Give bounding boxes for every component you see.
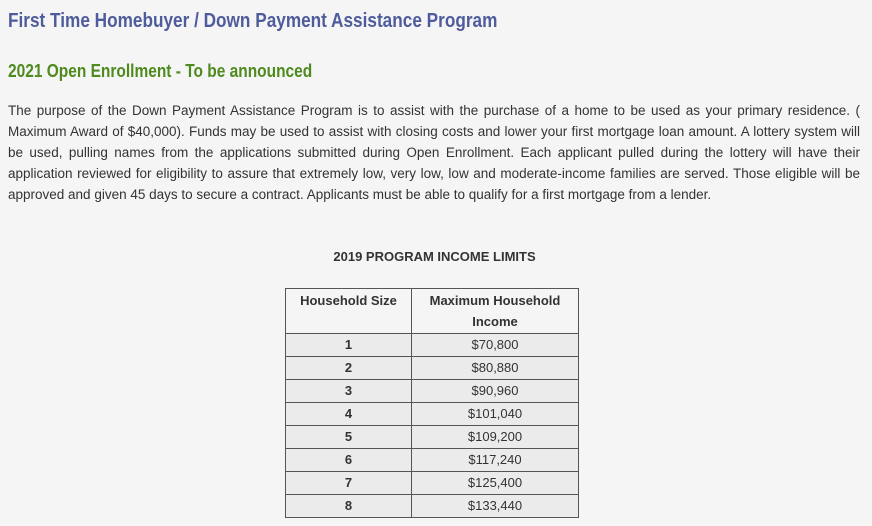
household-size-cell: 4 bbox=[286, 403, 412, 426]
household-size-cell: 1 bbox=[286, 334, 412, 357]
income-table-caption: 2019 PROGRAM INCOME LIMITS bbox=[333, 249, 536, 264]
household-size-cell: 2 bbox=[286, 357, 412, 380]
income-cell: $101,040 bbox=[412, 403, 579, 426]
income-cell: $117,240 bbox=[412, 449, 579, 472]
table-row bbox=[286, 403, 579, 426]
income-cell: $70,800 bbox=[412, 334, 579, 357]
page-title: First Time Homebuyer / Down Payment Assistance Program bbox=[8, 10, 498, 32]
household-size-cell: 7 bbox=[286, 472, 412, 495]
household-size-cell: 6 bbox=[286, 449, 412, 472]
income-cell: $133,440 bbox=[412, 495, 579, 518]
household-size-header: Household Size bbox=[286, 289, 412, 334]
table-row bbox=[286, 380, 579, 403]
household-size-cell: 8 bbox=[286, 495, 412, 518]
income-cell: $80,880 bbox=[412, 357, 579, 380]
household-size-cell: 3 bbox=[286, 380, 412, 403]
household-size-cell: 5 bbox=[286, 426, 412, 449]
income-cell: $90,960 bbox=[412, 380, 579, 403]
table-row bbox=[286, 449, 579, 472]
income-limits-table bbox=[285, 288, 579, 518]
max-income-header: Maximum Household Income bbox=[412, 289, 579, 334]
table-row bbox=[286, 426, 579, 449]
table-row bbox=[286, 472, 579, 495]
intro-paragraph: The purpose of the Down Payment Assistance Program is to assist with the purchase of a home to be used as your primary residence. ( Maximum Award of $40,000). Funds may be used to assist with closing costs and lower your first mortgage loan amount. A lottery system will be used, pulling names from the applications submitted during Open Enrollment. Each applicant pulled during the lottery will have their application reviewed for eligibility to assure that extremely low, very low, low and moderate-income families are served. Those eligible will be approved and given 45 days to secure a contract. Applicants must be able to qualify for a first mortgage from a lender. bbox=[8, 103, 860, 202]
table-header-row bbox=[286, 289, 579, 334]
income-cell: $109,200 bbox=[412, 426, 579, 449]
enrollment-heading: 2021 Open Enrollment - To be announced bbox=[8, 61, 313, 81]
income-cell: $125,400 bbox=[412, 472, 579, 495]
table-row bbox=[286, 357, 579, 380]
table-row bbox=[286, 495, 579, 518]
table-row bbox=[286, 334, 579, 357]
